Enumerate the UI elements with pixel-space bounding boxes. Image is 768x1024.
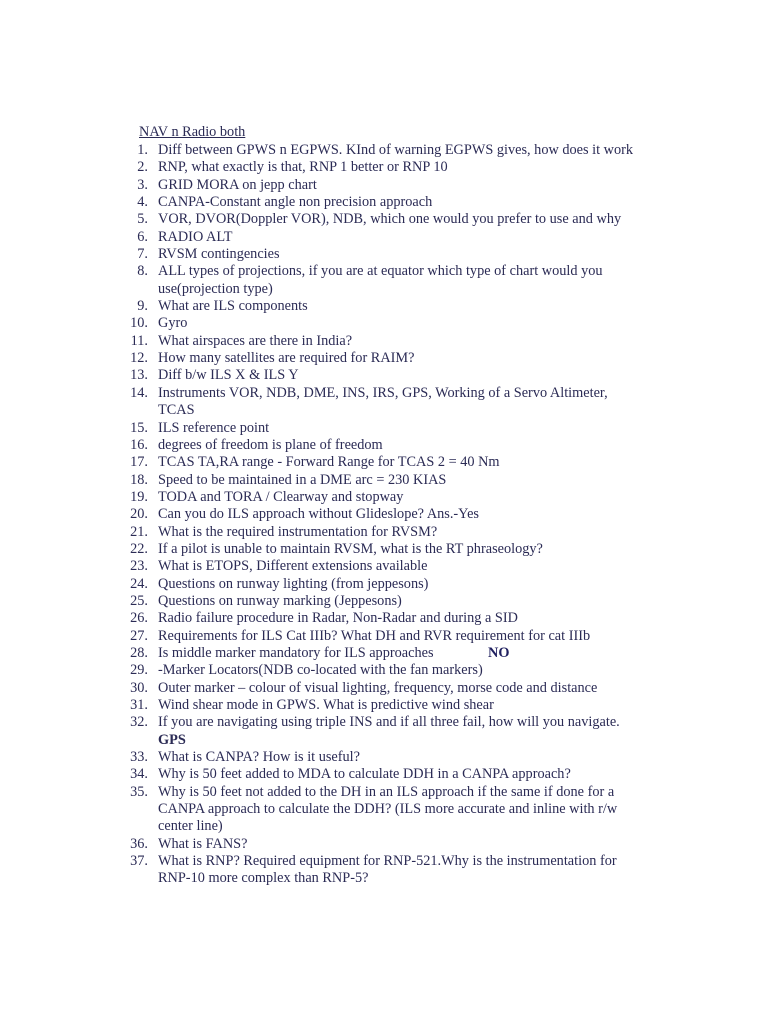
- list-item: [0, 853, 768, 888]
- list-item: [0, 454, 768, 471]
- list-item: [0, 194, 768, 211]
- item-number: 9.: [137, 298, 148, 315]
- item-text-line: Can you do ILS approach without Glideslope? Ans.-Yes: [158, 506, 479, 523]
- item-number: 17.: [130, 454, 148, 471]
- list-item: [0, 385, 768, 420]
- item-number: 4.: [137, 194, 148, 211]
- list-item: [0, 506, 768, 523]
- item-text: [158, 263, 658, 298]
- item-text: [158, 749, 658, 766]
- item-number: 20.: [130, 506, 148, 523]
- item-text: [158, 472, 658, 489]
- item-text-line: Questions on runway marking (Jeppesons): [158, 592, 402, 609]
- item-text-line: If you are navigating using triple INS and if all three fail, how will you navigate.: [158, 714, 620, 731]
- item-answer: GPS: [158, 731, 186, 748]
- item-text: [158, 298, 658, 315]
- item-text-line: What is RNP? Required equipment for RNP-521.Why is the instrumentation for: [158, 853, 617, 870]
- item-text: [158, 524, 658, 541]
- item-text: [158, 506, 658, 523]
- list-item: [0, 350, 768, 367]
- question-list: [0, 142, 768, 888]
- item-text-line: Diff between GPWS n EGPWS. KInd of warning EGPWS gives, how does it work: [158, 142, 634, 158]
- item-text-line: ALL types of projections, if you are at equator which type of chart would you: [158, 263, 603, 280]
- item-text: [158, 229, 658, 246]
- list-item: [0, 576, 768, 593]
- item-text-line: How many satellites are required for RAIM?: [158, 350, 415, 367]
- list-item: [0, 836, 768, 853]
- item-text-line: TODA and TORA / Clearway and stopway: [158, 488, 404, 505]
- item-text: [158, 853, 658, 888]
- item-text: [158, 680, 658, 697]
- item-number: 11.: [130, 332, 148, 349]
- item-number: 15.: [130, 419, 148, 436]
- item-text: [158, 177, 658, 194]
- item-text-line: ILS reference point: [158, 419, 270, 436]
- item-text-line: Radio failure procedure in Radar, Non-Radar and during a SID: [158, 610, 518, 627]
- item-text: [158, 662, 658, 679]
- item-number: 2.: [137, 159, 148, 176]
- item-text-line: RADIO ALT: [158, 228, 233, 245]
- item-number: 31.: [130, 697, 148, 713]
- item-text: [158, 489, 658, 506]
- item-text-line: What are ILS components: [158, 298, 308, 315]
- item-text-line: Outer marker – colour of visual lighting, frequency, morse code and distance: [158, 679, 598, 696]
- item-text-line: Diff b/w ILS X & ILS Y: [158, 367, 299, 384]
- list-item: [0, 784, 768, 836]
- list-item: [0, 489, 768, 506]
- item-text: [158, 159, 658, 176]
- item-number: 33.: [130, 749, 148, 766]
- list-item: [0, 437, 768, 454]
- list-item: [0, 159, 768, 176]
- item-text: [158, 142, 658, 159]
- item-number: 12.: [130, 350, 148, 367]
- list-item: [0, 628, 768, 645]
- item-text: [158, 437, 658, 454]
- list-item: [0, 211, 768, 228]
- item-text: [158, 766, 658, 783]
- item-text: [158, 836, 658, 853]
- item-text-line: use(projection type): [158, 280, 273, 297]
- list-item: [0, 420, 768, 437]
- item-text: [158, 385, 658, 420]
- list-item: [0, 610, 768, 627]
- item-text: [158, 211, 658, 228]
- list-item: [0, 558, 768, 575]
- item-text: [158, 714, 658, 749]
- item-text-line: Requirements for ILS Cat IIIb? What DH and RVR requirement for cat IIIb: [158, 627, 591, 644]
- item-text: [158, 350, 658, 367]
- list-item: [0, 766, 768, 783]
- list-item: [0, 593, 768, 610]
- item-text-line: Questions on runway lighting (from jeppesons): [158, 575, 429, 592]
- list-item: [0, 749, 768, 766]
- item-number: 32.: [130, 714, 148, 731]
- item-text-line: GRID MORA on jepp chart: [158, 176, 317, 193]
- item-text-line: What airspaces are there in India?: [158, 332, 353, 349]
- item-text-line: What is FANS?: [158, 835, 248, 852]
- item-text: [158, 697, 658, 714]
- item-number: 24.: [130, 575, 148, 592]
- item-number: 26.: [130, 610, 148, 627]
- item-text-line: Speed to be maintained in a DME arc = 230 KIAS: [158, 471, 447, 488]
- item-number: 13.: [130, 367, 148, 384]
- item-number: 14.: [130, 384, 148, 401]
- list-item: [0, 142, 768, 159]
- list-item: [0, 263, 768, 298]
- item-text: [158, 315, 658, 332]
- item-answer: NO: [488, 644, 510, 661]
- item-text: [158, 576, 658, 593]
- item-number: 18.: [130, 471, 148, 488]
- item-text: [158, 628, 658, 645]
- item-text-line: CANPA-Constant angle non precision approach: [158, 194, 433, 211]
- item-text-line: center line): [158, 818, 223, 835]
- item-text: [158, 558, 658, 575]
- item-number: 7.: [137, 246, 148, 263]
- item-text-line: RNP, what exactly is that, RNP 1 better or RNP 10: [158, 159, 448, 176]
- list-item: [0, 367, 768, 384]
- item-number: 16.: [130, 436, 148, 453]
- item-text-line: What is ETOPS, Different extensions available: [158, 558, 428, 575]
- item-text-line: What is the required instrumentation for RVSM?: [158, 523, 438, 540]
- item-text-line: RVSM contingencies: [158, 246, 280, 263]
- item-number: 29.: [130, 662, 148, 679]
- item-text: [158, 420, 658, 437]
- item-number: 5.: [137, 211, 148, 228]
- item-number: 28.: [130, 644, 148, 661]
- item-text-line: Instruments VOR, NDB, DME, INS, IRS, GPS, Working of a Servo Altimeter,: [158, 384, 608, 401]
- item-text-line: Wind shear mode in GPWS. What is predictive wind shear: [158, 697, 494, 713]
- list-item: [0, 714, 768, 749]
- item-text: [158, 246, 658, 263]
- item-number: 19.: [130, 488, 148, 505]
- list-item: [0, 315, 768, 332]
- item-number: 25.: [130, 592, 148, 609]
- document-title: NAV n Radio both: [139, 124, 246, 140]
- item-number: 8.: [137, 263, 148, 280]
- list-item: [0, 524, 768, 541]
- item-text: [158, 333, 658, 350]
- item-text-line: Why is 50 feet added to MDA to calculate DDH in a CANPA approach?: [158, 766, 571, 783]
- list-item: [0, 246, 768, 263]
- list-item: [0, 229, 768, 246]
- item-text-line: Why is 50 feet not added to the DH in an ILS approach if the same if done for a: [158, 783, 615, 800]
- item-text: [158, 593, 658, 610]
- item-number: 34.: [130, 766, 148, 783]
- list-item: [0, 680, 768, 697]
- item-number: 3.: [137, 176, 148, 193]
- list-item: [0, 697, 768, 714]
- item-text: [158, 541, 658, 558]
- item-number: 10.: [130, 315, 148, 332]
- item-number: 23.: [130, 558, 148, 575]
- list-item: [0, 662, 768, 679]
- list-item: [0, 645, 768, 662]
- list-item: [0, 333, 768, 350]
- item-text-line: TCAS TA,RA range - Forward Range for TCAS 2 = 40 Nm: [158, 454, 500, 471]
- item-number: 35.: [130, 783, 148, 800]
- item-number: 22.: [130, 540, 148, 557]
- item-number: 6.: [137, 228, 148, 245]
- item-text: [158, 454, 658, 471]
- list-item: [0, 298, 768, 315]
- item-text: [158, 610, 658, 627]
- item-text-line: Is middle marker mandatory for ILS approaches: [158, 644, 434, 661]
- item-text: [158, 367, 658, 384]
- list-item: [0, 541, 768, 558]
- item-text-line: If a pilot is unable to maintain RVSM, what is the RT phraseology?: [158, 540, 543, 557]
- item-text: [158, 645, 658, 662]
- item-text-line: CANPA approach to calculate the DDH? (ILS more accurate and inline with r/w: [158, 801, 618, 818]
- list-item: [0, 177, 768, 194]
- item-text-line: Gyro: [158, 315, 188, 332]
- item-number: 36.: [130, 835, 148, 852]
- item-number: 21.: [130, 523, 148, 540]
- item-text-line: TCAS: [158, 402, 195, 419]
- item-text-line: What is CANPA? How is it useful?: [158, 749, 360, 766]
- item-text-line: -Marker Locators(NDB co-located with the fan markers): [158, 662, 483, 679]
- item-text: [158, 784, 658, 836]
- item-text-line: degrees of freedom is plane of freedom: [158, 436, 383, 453]
- item-number: 30.: [130, 679, 148, 696]
- item-text-line: VOR, DVOR(Doppler VOR), NDB, which one would you prefer to use and why: [158, 211, 622, 228]
- item-text: [158, 194, 658, 211]
- item-number: 27.: [130, 627, 148, 644]
- list-item: [0, 472, 768, 489]
- item-text-line: RNP-10 more complex than RNP-5?: [158, 870, 369, 887]
- item-number: 37.: [130, 853, 148, 870]
- item-number: 1.: [137, 142, 148, 158]
